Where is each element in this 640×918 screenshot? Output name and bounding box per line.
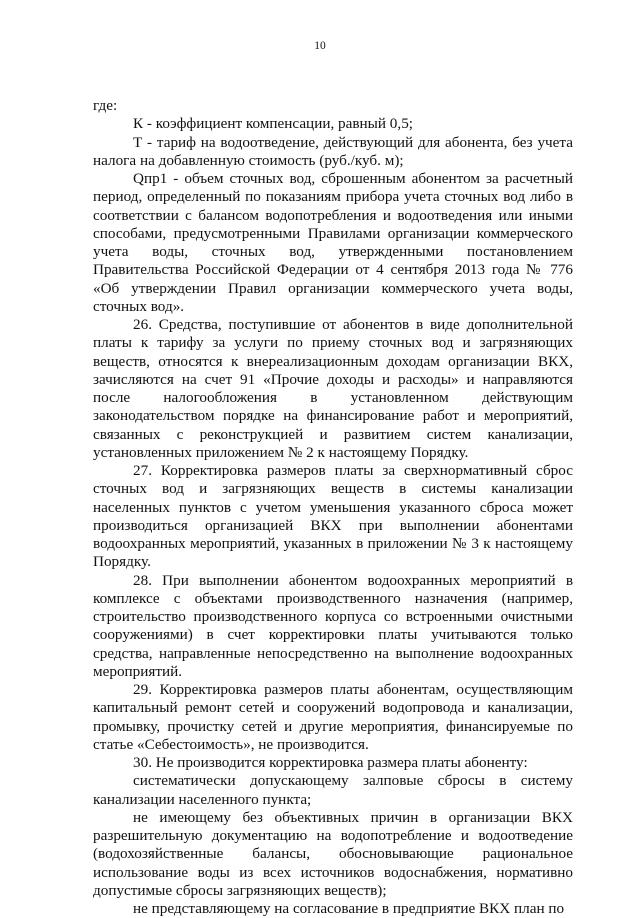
page-number: 10 xyxy=(314,40,326,52)
paragraph: 27. Корректировка размеров платы за сверхнормативный сброс сточных вод и загрязняющих веществ в системы канализации населенных пунктов с учетом уменьшения указанного сброса может производиться организацией ВКХ при выполнении абонентами водоохранных мероприятий, указанных в приложении № 3 к настоящему Порядку. xyxy=(93,462,573,571)
paragraph: 26. Средства, поступившие от абонентов в виде дополнительной платы к тарифу за услуги по приему сточных вод и загрязняющих веществ, относятся к внереализационным доходам организации ВКХ, зачисляются на счет 91 «Прочие доходы и расходы» и направляются после налогообложения в установленном действующим законодательством порядке на финансирование работ и мероприятий, связанных с реконструкцией и развитием систем канализации, установленных приложением № 2 к настоящему Порядку. xyxy=(93,316,573,461)
paragraph: не имеющему без объективных причин в организации ВКХ разрешительную документацию на водопотребление и водоотведение (водохозяйственные балансы, обосновывающие рациональное использование воды из всех источников водоснабжения, нормативно допустимые сбросы загрязняющих веществ); xyxy=(93,808,573,899)
document-body xyxy=(93,97,573,918)
paragraph: 30. Не производится корректировка размера платы абоненту: xyxy=(133,754,528,771)
paragraph: 29. Корректировка размеров платы абонентам, осуществляющим капитальный ремонт сетей и сооружений водопровода и канализации, промывку, прочистку сетей и другие мероприятия, финансируемые по статье «Себестоимость», не производится. xyxy=(93,681,573,753)
paragraph: 28. При выполнении абонентом водоохранных мероприятий в комплексе с объектами производственного назначения (например, строительство производственного корпуса со встроенными очистными сооружениями) в счет корректировки платы учитываются только средства, направленные непосредственно на выполнение водоохранных мероприятий. xyxy=(93,571,573,680)
paragraph: К - коэффициент компенсации, равный 0,5; xyxy=(133,115,414,133)
paragraph: не представляющему на согласование в предприятие ВКХ план по xyxy=(133,900,565,917)
paragraph: где: xyxy=(93,97,118,114)
paragraph: Qпр1 - объем сточных вод, сброшенным абонентом за расчетный период, определенный по показаниям прибора учета сточных вод либо в соответствии с балансом водопотребления и водоотведения или иными способами, предусмотренными Правилами организации коммерческого учета воды, сточных вод, утвержденными постановлением Правительства Российской Федерации от 4 сентября 2013 года № 776 «Об утверждении Правил организации коммерческого учета воды, сточных вод». xyxy=(93,170,573,315)
paragraph: Т - тариф на водоотведение, действующий для абонента, без учета налога на добавленную стоимость (руб./куб. м); xyxy=(93,133,573,169)
paragraph: систематически допускающему залповые сбросы в систему канализации населенного пункта; xyxy=(93,772,573,808)
